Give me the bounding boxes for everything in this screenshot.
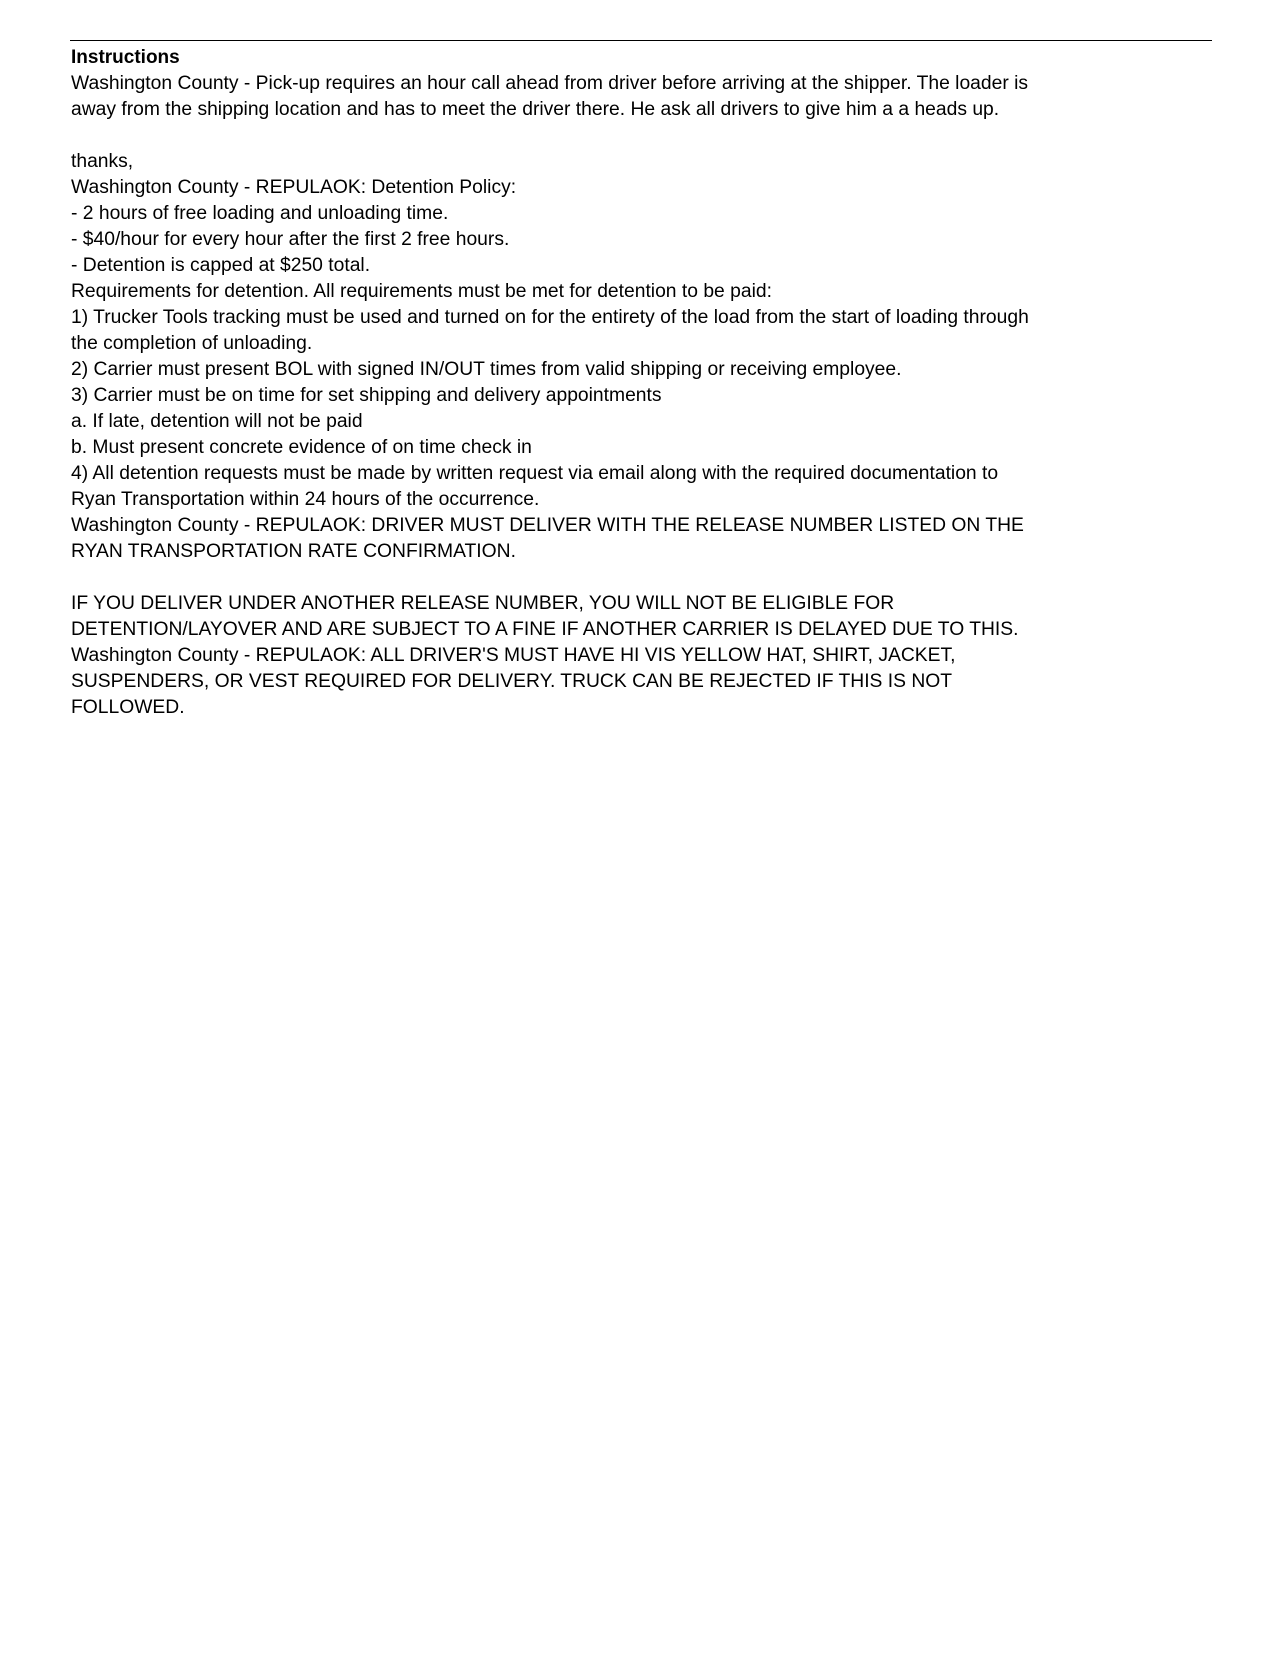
text-line: IF YOU DELIVER UNDER ANOTHER RELEASE NUMBER, YOU WILL NOT BE ELIGIBLE FOR [71,593,895,614]
text-line: 1) Trucker Tools tracking must be used and turned on for the entirety of the load from the start of loading through [71,307,1029,328]
text-line: - Detention is capped at $250 total. [71,255,371,276]
text-line: FOLLOWED. [71,697,185,718]
text-line: Ryan Transportation within 24 hours of the occurrence. [71,489,540,510]
text-line: SUSPENDERS, OR VEST REQUIRED FOR DELIVERY. TRUCK CAN BE REJECTED IF THIS IS NOT [71,671,953,692]
text-line: a. If late, detention will not be paid [71,411,363,432]
text-line: 3) Carrier must be on time for set shipping and delivery appointments [71,385,662,406]
text-line: 2) Carrier must present BOL with signed IN/OUT times from valid shipping or receiving employee. [71,359,902,380]
text-line: RYAN TRANSPORTATION RATE CONFIRMATION. [71,541,516,562]
instructions-body [71,71,1211,721]
text-line: Washington County - REPULAOK: Detention Policy: [71,177,517,198]
top-divider [70,40,1212,41]
text-line: away from the shipping location and has to meet the driver there. He ask all drivers to give him a a heads up. [71,99,1000,120]
instructions-heading: Instructions [71,47,180,68]
blank-line [71,123,1211,149]
text-line: thanks, [71,151,134,172]
text-line: Washington County - REPULAOK: DRIVER MUST DELIVER WITH THE RELEASE NUMBER LISTED ON THE [71,515,1024,536]
text-line: Requirements for detention. All requirements must be met for detention to be paid: [71,281,772,302]
instructions-section [71,45,1211,721]
text-line: - $40/hour for every hour after the first 2 free hours. [71,229,510,250]
text-line: DETENTION/LAYOVER AND ARE SUBJECT TO A FINE IF ANOTHER CARRIER IS DELAYED DUE TO THIS. [71,619,1019,640]
text-line: b. Must present concrete evidence of on time check in [71,437,532,458]
text-line: - 2 hours of free loading and unloading time. [71,203,449,224]
blank-line [71,565,1211,591]
text-line: Washington County - Pick-up requires an hour call ahead from driver before arriving at the shipper. The loader is [71,73,1029,94]
text-line: the completion of unloading. [71,333,313,354]
text-line: Washington County - REPULAOK: ALL DRIVER'S MUST HAVE HI VIS YELLOW HAT, SHIRT, JACKET, [71,645,956,666]
text-line: 4) All detention requests must be made by written request via email along with the required documentation to [71,463,999,484]
